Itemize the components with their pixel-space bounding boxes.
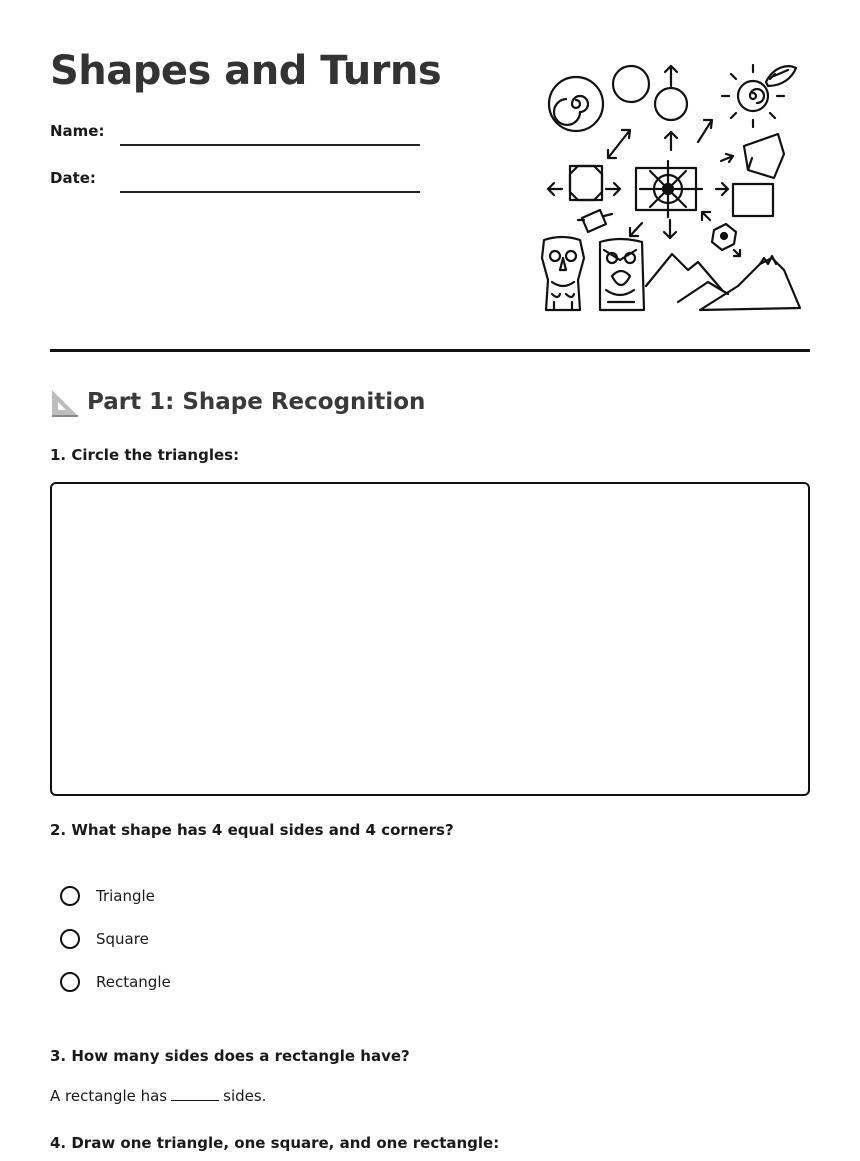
question-1-prompt: 1. Circle the triangles: <box>50 446 240 464</box>
worksheet-title: Shapes and Turns <box>50 48 442 94</box>
radio-button[interactable] <box>60 929 80 949</box>
option-square[interactable] <box>60 929 149 949</box>
triangles-answer-box[interactable] <box>50 482 810 796</box>
question-3-prompt: 3. How many sides does a rectangle have? <box>50 1047 410 1065</box>
section-title: Part 1: Shape Recognition <box>87 389 426 415</box>
radio-button[interactable] <box>60 886 80 906</box>
date-field[interactable] <box>120 191 420 193</box>
question-2-prompt: 2. What shape has 4 equal sides and 4 corners? <box>50 821 454 839</box>
shapes-clipart-icon <box>538 58 808 318</box>
option-triangle[interactable] <box>60 886 155 906</box>
name-field[interactable] <box>120 144 420 146</box>
option-label: Square <box>96 930 149 948</box>
question-3-sentence <box>50 1087 266 1105</box>
sentence-end: sides. <box>223 1087 267 1105</box>
set-square-icon <box>50 388 80 418</box>
option-label: Triangle <box>96 887 155 905</box>
sides-blank[interactable] <box>171 1088 219 1101</box>
sentence-start: A rectangle has <box>50 1087 168 1105</box>
option-label: Rectangle <box>96 973 171 991</box>
option-rectangle[interactable] <box>60 972 171 992</box>
radio-button[interactable] <box>60 972 80 992</box>
question-4-prompt: 4. Draw one triangle, one square, and one rectangle: <box>50 1134 500 1152</box>
name-label: Name: <box>50 122 105 140</box>
date-label: Date: <box>50 169 96 187</box>
header-divider <box>50 349 810 352</box>
